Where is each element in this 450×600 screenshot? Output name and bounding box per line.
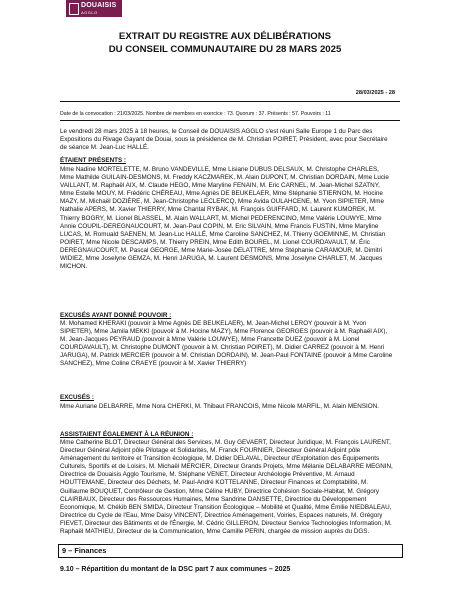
assistants-list: Mme Catherine BLOT, Directeur Général des Services, M. Guy GEVAERT, Directeur Juridique, M. François LAURENT, Directeur Général Adjoint pôle Pilotage et Solidarités, M. Franck FOURNIER, Directeur Général Adjoint pôle Aménagement du territoire et Transition écologique, M. Didier DELAVAL, Directeur d'Exploitation des Équipements Culturels, Sportifs et de Loisirs, M. Michaël MERCIER, Directeur Grands Projets, Mme Mélanie DELABARRE MEGNIN, Directrice de Douaisis Agglo Tourisme, M. Stéphane VENET, Directeur Archéologie Préventive, M. Arnaud HOUTTEMANE, Directeur des Déchets, M. Paul-André KOTTELANNE, Directeur Finances et Comptabilité, M. Guillaume BOUQUET, Contrôleur de Gestion, Mme Céline HUBY, Directrice Cohésion Sociale-Habitat, M. Grégory CLAIRBAUX, Directeur des Ressources Humaines, Mme Sandrine DANSETTE, Directrice du Développement Economique, M. Chékib BEN SMIDA, Directeur Transition Écologique – Mobilité et Qualité, Mme Émilie NIEDBALEAU, Directrice du Cycle de l'Eau, Mme Daisy VINCENT, Directrice Aménagement, Voiries, Espaces naturels, M. Grégory FIEVET, Directeur des Bâtiments et de l'Énergie, M. Cédric GILLERON, Directeur Service Technologies Information, M. Raphaël MATHIEU, Directeur de la Communication, Mme Camille PERIN, chargée de mission auprès du DGS. [60,439,393,536]
excused-list: Mme Auriane DELBARRE, Mme Nora CHERKI, M. Thibaut FRANCOIS, Mme Nicole MARFIL, M. Alain MENSION. [60,403,380,410]
assistants-label: ASSISTAIENT ÉGALEMENT À LA RÉUNION : [60,431,194,438]
intro-paragraph: Le vendredi 28 mars 2025 à 18 heures, le Conseil de DOUAISIS AGGLO s'est réuni Salle Europe 1 du Parc des Expositions du Rivage Gayant de Douai, sous la présidence de M. Christian POIRET, Président, avec pour Secrétaire de séance M. Jean-Luc HALLÉ. [60,128,388,152]
subsection-heading: 9.10 – Répartition du montant de la DSC part 7 aux communes – 2025 [60,566,291,573]
convocation-info: Date de la convocation : 21/03/2025. Nombre de membres en exercice : 73. Quorum : 37. Présents : 57. Pouvoirs : 11 [60,111,331,117]
douaisis-agglo-logo [66,0,122,17]
present-list: Mme Nadine MORTELETTE, M. Bruno VANDEVILLE, Mme Lisiane DUBUS DELSAUX, M. Christophe CHARLES, Mme Mathilde GUILAIN-DESMONS, M. Freddy KACZMAREK, M. Alain DUPONT, M. Christian DORDAIN, Mme Lucie VAILLANT, M. Raphaël AIX, M. Claude HEGO, Mme Maryline FENAIN, M. Eric CARNEL, M. Jean-Michel SZATNY, Mme Estelle MOUY, M. Frédéric CHÉREAU, Mme Agnès DE BEUKELAER, Mme Stéphanie STIERNON, M. Hocine MAZY, M. Michaël DOZIÈRE, M. Jean-Christophe LECLERCQ, Mme Avida OULAHCENE, M. Yvon SIPIETER, Mme Nathalie APERS, M. Xavier THIERRY, Mme Chantal RYBAK, M. François GUIFFARD, M. Laurent KUMOREK, M. Thierry BOGRY, M. Lionel BLASSEL, M. Alain WALLART, M. Michel PEDERENCINO, Mme Valérie LOUWYE, Mme Annie COUPIL-DEREGNAUCOURT, M. Jean-Paul COPIN, M. Eric SILVAIN, Mme Francis FUSTIN, Mme Maryline LUCAS, M. Romuald SAENEN, M. Jean-Luc HALLÉ, Mme Caroline SANCHEZ, M. Thierry GOEMINNE, M. Christian POIRET, Mme Nicole DESCAMPS, M. Thierry PREIN, Mme Edith BOUREL, M. Lionel COURDAVAULT, M. Éric DEREGNAUCOURT, M. Pascal GEORGE, Mme Marie-Josée DELATTRE, Mme Stéphanie CARAMOUR, M. Dimitri WIDIEZ, Mme Joselyne GEMZA, M. Henri JARUGA, M. Laurent DESMONS, Mme Joselyne CHARLET, M. Jacques MICHON. [60,166,389,271]
deliberation-reference: 28/03/2025 - 28 [355,90,395,96]
logo-sub: AGGLO [81,10,98,15]
header-rule [60,101,400,102]
section-heading: 9 – Finances [58,544,403,558]
logo-name: DOUAISIS [81,2,117,9]
logo-mark-icon [69,3,79,15]
excused-label: EXCUSÉS : [60,394,94,401]
present-label: ÉTAIENT PRÉSENTS : [60,157,127,164]
doc-title-line1: EXTRAIT DU REGISTRE AUX DÉLIBÉRATIONS [118,31,332,42]
convocation-rule [60,120,400,121]
proxies-list: M. Mohamed KHERAKI (pouvoir à Mme Agnès DE BEUKELAER), M. Jean-Michel LEROY (pouvoir à M. Yvon SIPIETER), Mme Jamila MEKKI (pouvoir à M. Hocine MAZY), Mme Florence GEORGES (pouvoir à M. Raphaël AIX), M. Jean-Jacques PEYRAUD (pouvoir à Mme Valérie LOUWYE), Mme Francette DUEZ (pouvoir à M. Lionel COURDAVAULT), M. Christophe DUMONT (pouvoir à M. Christian POIRET), M. Didier CARREZ (pouvoir à M. Henri JARUGA), M. Patrick MERCIER (pouvoir à M. Christian DORDAIN), M. Jean-Paul FONTAINE (pouvoir à Mme Caroline SANCHEZ), Mme Coline CRAEYE (pouvoir à M. Xavier THIERRY) [60,320,393,368]
proxies-label: EXCUSÉS AYANT DONNÉ POUVOIR : [60,312,172,319]
doc-title-line2: DU CONSEIL COMMUNAUTAIRE DU 28 MARS 2025 [108,44,342,55]
